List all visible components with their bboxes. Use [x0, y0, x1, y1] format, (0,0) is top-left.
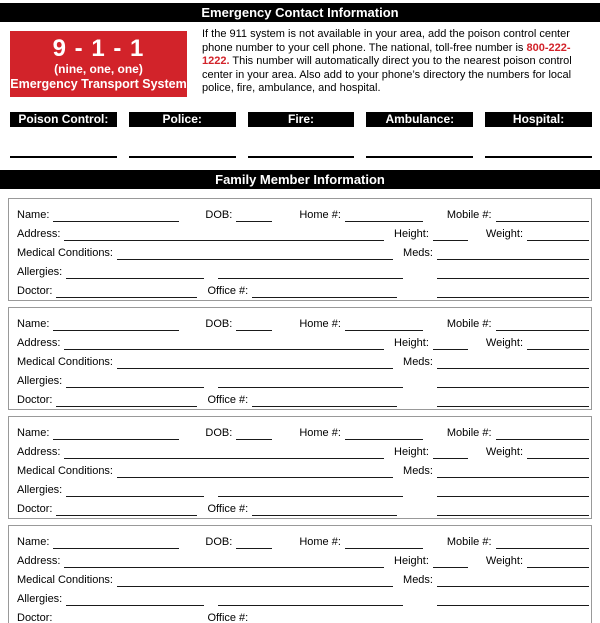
nine-one-one-number: 9 - 1 - 1	[52, 35, 145, 62]
allergies-blank-line-2	[218, 593, 403, 606]
member-row-doctor	[17, 279, 589, 298]
fire-blank-line	[248, 127, 355, 158]
dob-blank-line	[236, 427, 272, 440]
contact-poison-control	[10, 112, 117, 158]
intro-text-before: If the 911 system is not available in your area, add the poison control center phone number to your cell phone. The national, toll-free number is	[202, 28, 570, 54]
office-phone-label: Office #:	[207, 503, 249, 515]
height-label: Height:	[394, 228, 429, 240]
ambulance-blank-line	[366, 127, 473, 158]
member-row-doctor	[17, 497, 589, 516]
weight-label: Weight:	[485, 337, 523, 349]
contact-police	[129, 112, 236, 158]
meds-blank-line-3	[437, 503, 589, 516]
mobile-phone-label: Mobile #:	[446, 318, 492, 330]
member-row-medical	[17, 459, 589, 478]
mobile-phone-blank-line	[496, 209, 589, 222]
meds-blank-line-2	[437, 375, 589, 388]
allergies-label: Allergies:	[17, 593, 63, 605]
meds-blank-line	[437, 247, 589, 260]
allergies-label: Allergies:	[17, 266, 63, 278]
hospital-label: Hospital:	[485, 112, 592, 127]
weight-blank-line	[527, 228, 589, 241]
home-phone-blank-line	[345, 209, 423, 222]
mobile-phone-blank-line	[496, 318, 589, 331]
nine-one-one-box	[10, 31, 187, 97]
weight-blank-line	[527, 337, 589, 350]
member-row-name	[17, 312, 589, 331]
emergency-section-header: Emergency Contact Information	[0, 3, 600, 22]
ambulance-label: Ambulance:	[366, 112, 473, 127]
family-member-block	[8, 525, 592, 623]
police-blank-line	[129, 127, 236, 158]
dob-blank-line	[236, 536, 272, 549]
office-phone-label: Office #:	[207, 285, 249, 297]
meds-blank-line	[437, 574, 589, 587]
name-blank-line	[53, 536, 179, 549]
contact-ambulance	[366, 112, 473, 158]
contact-hospital	[485, 112, 592, 158]
height-blank-line	[433, 446, 468, 459]
dob-label: DOB:	[205, 209, 233, 221]
doctor-label: Doctor:	[17, 285, 53, 297]
member-row-address	[17, 331, 589, 350]
member-row-doctor	[17, 606, 589, 623]
weight-label: Weight:	[485, 228, 523, 240]
mobile-phone-label: Mobile #:	[446, 536, 492, 548]
office-phone-blank-line	[252, 612, 397, 623]
member-row-allergies	[17, 478, 589, 497]
medical-conditions-blank-line	[117, 356, 393, 369]
address-blank-line	[64, 228, 384, 241]
nine-one-one-subtitle: (nine, one, one)	[54, 62, 143, 76]
emergency-transport-label: Emergency Transport System	[10, 77, 187, 91]
name-blank-line	[53, 209, 179, 222]
meds-blank-line-2	[437, 266, 589, 279]
member-row-name	[17, 203, 589, 222]
poison-control-instructions	[202, 28, 594, 97]
home-phone-blank-line	[345, 427, 423, 440]
height-blank-line	[433, 555, 468, 568]
fire-label: Fire:	[248, 112, 355, 127]
dob-label: DOB:	[205, 318, 233, 330]
member-row-doctor	[17, 388, 589, 407]
allergies-blank-line-2	[218, 484, 403, 497]
contact-fire	[248, 112, 355, 158]
doctor-label: Doctor:	[17, 612, 53, 623]
member-row-address	[17, 549, 589, 568]
family-member-block	[8, 198, 592, 301]
poison-control-blank-line	[10, 127, 117, 158]
address-label: Address:	[17, 228, 61, 240]
address-label: Address:	[17, 446, 61, 458]
member-row-medical	[17, 241, 589, 260]
weight-blank-line	[527, 446, 589, 459]
height-label: Height:	[394, 337, 429, 349]
member-row-allergies	[17, 587, 589, 606]
allergies-blank-line	[66, 484, 204, 497]
address-blank-line	[64, 555, 384, 568]
height-blank-line	[433, 228, 468, 241]
home-phone-label: Home #:	[299, 427, 341, 439]
allergies-blank-line	[66, 593, 204, 606]
medical-conditions-blank-line	[117, 574, 393, 587]
member-row-name	[17, 421, 589, 440]
home-phone-label: Home #:	[299, 209, 341, 221]
weight-blank-line	[527, 555, 589, 568]
allergies-label: Allergies:	[17, 484, 63, 496]
medical-conditions-label: Medical Conditions:	[17, 574, 113, 586]
office-phone-blank-line	[252, 285, 397, 298]
name-label: Name:	[17, 318, 50, 330]
height-label: Height:	[394, 446, 429, 458]
intro-text-after: This number will automatically direct you to the nearest poison control center in your area. Also add to your phone’s directory the numbers for local police, fire, ambulance, and hospital.	[202, 55, 572, 95]
mobile-phone-label: Mobile #:	[446, 209, 492, 221]
family-member-block	[8, 416, 592, 519]
name-blank-line	[53, 427, 179, 440]
hospital-blank-line	[485, 127, 592, 158]
meds-blank-line-2	[437, 593, 589, 606]
member-row-name	[17, 530, 589, 549]
member-row-medical	[17, 350, 589, 369]
medical-conditions-blank-line	[117, 465, 393, 478]
member-row-address	[17, 222, 589, 241]
poison-control-label: Poison Control:	[10, 112, 117, 127]
meds-label: Meds:	[403, 356, 433, 368]
office-phone-label: Office #:	[207, 612, 249, 623]
name-label: Name:	[17, 536, 50, 548]
member-row-allergies	[17, 369, 589, 388]
dob-label: DOB:	[205, 427, 233, 439]
mobile-phone-blank-line	[496, 427, 589, 440]
meds-blank-line	[437, 465, 589, 478]
office-phone-blank-line	[252, 503, 397, 516]
address-label: Address:	[17, 555, 61, 567]
name-label: Name:	[17, 427, 50, 439]
doctor-label: Doctor:	[17, 503, 53, 515]
allergies-blank-line	[66, 375, 204, 388]
meds-blank-line	[437, 356, 589, 369]
member-row-address	[17, 440, 589, 459]
dob-blank-line	[236, 209, 272, 222]
dob-blank-line	[236, 318, 272, 331]
meds-label: Meds:	[403, 465, 433, 477]
family-member-block	[8, 307, 592, 410]
medical-conditions-label: Medical Conditions:	[17, 247, 113, 259]
home-phone-blank-line	[345, 536, 423, 549]
poison-control-phone-number: 800-222-1222.	[202, 41, 571, 68]
home-phone-label: Home #:	[299, 318, 341, 330]
address-blank-line	[64, 337, 384, 350]
home-phone-label: Home #:	[299, 536, 341, 548]
weight-label: Weight:	[485, 555, 523, 567]
member-row-allergies	[17, 260, 589, 279]
doctor-label: Doctor:	[17, 394, 53, 406]
height-label: Height:	[394, 555, 429, 567]
medical-conditions-label: Medical Conditions:	[17, 356, 113, 368]
medical-conditions-blank-line	[117, 247, 393, 260]
dob-label: DOB:	[205, 536, 233, 548]
meds-blank-line-3	[437, 285, 589, 298]
mobile-phone-label: Mobile #:	[446, 427, 492, 439]
family-members-list	[8, 198, 592, 623]
weight-label: Weight:	[485, 446, 523, 458]
allergies-blank-line-2	[218, 266, 403, 279]
meds-label: Meds:	[403, 247, 433, 259]
name-blank-line	[53, 318, 179, 331]
office-phone-label: Office #:	[207, 394, 249, 406]
meds-label: Meds:	[403, 574, 433, 586]
height-blank-line	[433, 337, 468, 350]
meds-blank-line-3	[437, 394, 589, 407]
medical-conditions-label: Medical Conditions:	[17, 465, 113, 477]
name-label: Name:	[17, 209, 50, 221]
doctor-blank-line	[56, 503, 197, 516]
address-blank-line	[64, 446, 384, 459]
office-phone-blank-line	[252, 394, 397, 407]
meds-blank-line-2	[437, 484, 589, 497]
emergency-intro-section	[10, 28, 594, 97]
member-row-medical	[17, 568, 589, 587]
allergies-label: Allergies:	[17, 375, 63, 387]
emergency-contacts-row	[10, 112, 592, 158]
allergies-blank-line-2	[218, 375, 403, 388]
doctor-blank-line	[56, 285, 197, 298]
police-label: Police:	[129, 112, 236, 127]
meds-blank-line-3	[437, 612, 589, 623]
address-label: Address:	[17, 337, 61, 349]
allergies-blank-line	[66, 266, 204, 279]
family-section-header: Family Member Information	[0, 170, 600, 189]
home-phone-blank-line	[345, 318, 423, 331]
mobile-phone-blank-line	[496, 536, 589, 549]
doctor-blank-line	[56, 612, 197, 623]
doctor-blank-line	[56, 394, 197, 407]
